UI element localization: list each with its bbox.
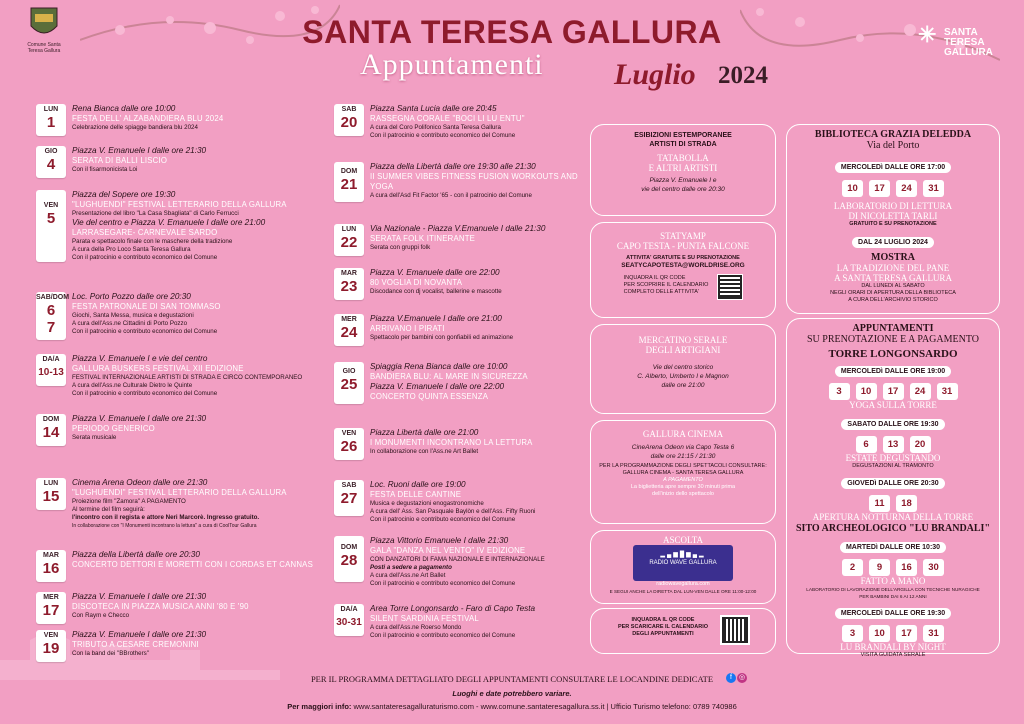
month-label: Luglio <box>614 58 696 91</box>
box-title: TATABOLLA <box>657 153 709 163</box>
badge-num: 25 <box>340 376 358 393</box>
qr-text-2: PER SCOPRIRE IL CALENDARIO <box>623 282 709 288</box>
event-desc-2: Con il patrocinio e contributo economico del Comune <box>370 132 516 139</box>
date-num: 3 <box>829 383 850 400</box>
qr-text: INQUADRA IL QR CODE <box>623 275 686 281</box>
date-badge <box>334 428 364 460</box>
box-title: GALLURA CINEMA <box>642 429 724 439</box>
mostra-note: DAL LUNEDì AL SABATO <box>861 283 925 289</box>
activity-note-2: PER BAMBINI DAI 6 AI 12 ANNI <box>859 594 927 599</box>
event-item <box>334 604 584 640</box>
badge-num: 28 <box>340 552 358 569</box>
activity-note: LABORATORIO DI LAVORAZIONE DELL'ARGILLA CON TECNICHE NURAGICHE <box>806 587 980 592</box>
event-title: 80 VOGLIA DI NOVANTA <box>370 278 463 287</box>
date-num: 31 <box>937 383 958 400</box>
badge-day: DOM <box>340 544 358 551</box>
box-line-2: dalle ore 21:15 / 21:30 <box>650 453 716 460</box>
event-place: Piazza della Libertà dalle ore 19:30 alle 21:30 <box>370 162 536 171</box>
event-desc-4: Con il patrocinio e contributo economico del Comune <box>72 254 218 261</box>
event-desc-3: Con il patrocinio e contributo economico del Comune <box>72 328 218 335</box>
event-desc-4: Con il patrocinio e contributo economico del Comune <box>370 580 516 587</box>
box-ascolta <box>590 530 776 604</box>
badge-num: 22 <box>340 234 358 251</box>
badge-num: 20 <box>340 114 358 131</box>
date-num: 18 <box>896 495 917 512</box>
year-label: 2024 <box>718 62 768 89</box>
logo-text-2: TERESA <box>944 37 985 48</box>
event-item <box>334 536 584 588</box>
event-item <box>334 104 584 140</box>
date-num: 10 <box>856 383 877 400</box>
badge-day: DOM <box>42 416 60 423</box>
box-line: Piazza V. Emanuele I e <box>649 177 717 184</box>
crest-caption: Comune Santa Teresa Gallura <box>27 42 61 54</box>
event-desc-2: A cura dell' Ass. San Pasquale Baylòn e dell'Ass. Fifty Ruoni <box>370 508 536 515</box>
event-desc: A cura dell'Ass.ne Roerso Mondo <box>370 624 462 631</box>
badge-day: SAB <box>341 482 357 489</box>
event-title: FESTA DELL' ALZABANDIERA BLU 2024 <box>72 114 224 123</box>
radio-wave-logo[interactable] <box>633 545 733 581</box>
box-small: PER LA PROGRAMMAZIONE DEGLI SPETTACOLI CONSULTARE: <box>599 463 767 469</box>
logo-text-1: SANTA <box>944 27 978 38</box>
event-desc: CON DANZATORI DI FAMA NAZIONALE E INTERNAZIONALE <box>370 556 545 563</box>
activity-title: ESTATE DEGUSTANDO <box>845 453 941 463</box>
event-item <box>334 428 584 456</box>
box-small-2: GALLURA CINEMA - SANTA TERESA GALLURA <box>622 470 744 476</box>
event-place: Via Nazionale - Piazza V.Emanuele I dalle 21:30 <box>370 224 546 233</box>
date-badge <box>334 314 364 346</box>
event-title: PERIODO GENERICO <box>72 424 155 433</box>
event-desc: A cura del Coro Polifonico Santa Teresa Gallura <box>370 124 501 131</box>
date-num: 17 <box>883 383 904 400</box>
event-title: FESTA DELLE CANTINE <box>370 490 462 499</box>
box-title-2: E ALTRI ARTISTI <box>648 163 718 173</box>
event-title: TRIBUTO A CESARE CREMONINI <box>72 640 199 649</box>
date-num: 11 <box>869 495 890 512</box>
event-place-2: Vie del centro e Piazza V. Emanuele I dalle ore 21:00 <box>72 218 266 227</box>
event-desc-2: Posti a sedere a pagamento <box>370 564 452 571</box>
date-badge <box>36 478 66 510</box>
activity-note: DEGUSTAZIONI AL TRAMONTO <box>852 463 934 469</box>
badge-num: 23 <box>340 278 358 295</box>
date-num: 31 <box>923 625 944 642</box>
date-num: 30 <box>923 559 944 576</box>
date-badge <box>36 146 66 178</box>
event-desc-2: A cura dell'Ass.ne Culturale Dietro le Quinte <box>72 382 193 389</box>
box-title: BIBLIOTECA GRAZIA DELEDDA <box>814 129 972 140</box>
event-desc: Spettacolo per bambini con gonfiabili ed animazione <box>370 334 514 341</box>
badge-day: LUN <box>43 106 59 113</box>
date-num: 17 <box>896 625 917 642</box>
badge-num: 1 <box>46 114 56 131</box>
event-desc: Giochi, Santa Messa, musica e degustazioni <box>72 312 194 319</box>
site-title: SITO ARCHEOLOGICO "LU BRANDALI" <box>795 523 990 534</box>
badge-num: 26 <box>340 438 358 455</box>
badge-day: VEN <box>341 430 357 437</box>
activity-title: FATTO A MANO <box>860 576 926 586</box>
box-heading: APPUNTAMENTI <box>852 323 934 334</box>
event-desc-2: Parata e spettacolo finale con le maschere della tradizione <box>72 238 233 245</box>
box-mercatino <box>590 324 776 414</box>
date-badge <box>334 104 364 136</box>
event-title: BANDIERA BLU: AL MARE IN SICUREZZA <box>370 372 528 381</box>
radio-url[interactable]: radiowavegallura.com <box>656 581 710 587</box>
event-item <box>36 146 326 174</box>
date-badge <box>334 362 364 404</box>
badge-num: 14 <box>42 424 60 441</box>
event-desc: Con Raym e Checco <box>72 612 130 619</box>
date-badge <box>334 268 364 300</box>
box-title-2: CAPO TESTA - PUNTA FALCONE <box>616 241 750 251</box>
mostra-note-2: NEGLI ORARI DI APERTURA DELLA BIBLIOTECA <box>830 290 956 296</box>
badge-num: 10-13 <box>38 367 64 378</box>
badge-day: GIO <box>342 368 356 375</box>
event-place: Piazza V. Emanuele I dalle ore 21:30 <box>72 146 207 155</box>
event-item <box>36 550 326 577</box>
badge-num: 4 <box>46 156 56 173</box>
date-num: 17 <box>869 180 890 197</box>
site-title: TORRE LONGONSARDO <box>828 348 958 360</box>
radio-wave-icon: ▂▄▆█▆▄▂ <box>660 552 706 558</box>
event-place: Piazza V.Emanuele I dalle ore 21:00 <box>370 314 502 323</box>
date-badge <box>36 104 66 136</box>
instagram-icon[interactable]: ◎ <box>738 674 746 681</box>
date-num: 24 <box>910 383 931 400</box>
event-place: Piazza della Libertà dalle ore 20:30 <box>72 550 200 559</box>
event-item <box>334 268 584 296</box>
box-small-5: dell'inizio dello spettacolo <box>652 491 714 497</box>
event-desc: Serata musicale <box>72 434 117 441</box>
date-badge <box>36 630 66 662</box>
schedule-pill: DAL 24 LUGLIO 2024 <box>852 237 934 248</box>
event-desc: Musica e degustazioni enogastronomiche <box>370 500 484 507</box>
event-title: "LUGHUENDI" FESTIVAL LETTERARIO DELLA GALLURA <box>72 488 287 497</box>
event-desc: Con il fisarmonicista Loi <box>72 166 138 173</box>
box-heading-2: SU PRENOTAZIONE E A PAGAMENTO <box>807 334 979 345</box>
event-place: Loc. Porto Pozzo dalle ore 20:30 <box>72 292 191 301</box>
event-desc-4: In collaborazione con "I Monumenti incontrano la lettura" a cura di CoolTour Gallura <box>72 523 257 529</box>
badge-num: 15 <box>42 488 60 505</box>
event-item <box>36 478 326 530</box>
event-desc-2: Con il patrocinio e contributo economico del Comune <box>370 632 516 639</box>
event-title: "LUGHUENDI" FESTIVAL LETTERARIO DELLA GALLURA <box>72 200 287 209</box>
radio-name: RADIO WAVE GALLURA <box>649 560 717 566</box>
badge-day: DOM <box>340 168 358 175</box>
badge-day: LUN <box>341 226 357 233</box>
event-place: Spiaggia Rena Bianca dalle ore 10:00 <box>370 362 508 371</box>
schedule-pill: MERCOLEDì DALLE ORE 19:00 <box>835 366 951 377</box>
event-desc-3: A cura dell'Ass.ne Art Ballet <box>370 572 446 579</box>
event-desc: Celebrazione delle spiagge bandiera blu 2024 <box>72 124 198 131</box>
box-small: E SEGUI ANCHE LA DIRETTA DAL LUN-VEN DALLE ORE 11:00-12:00 <box>609 589 757 594</box>
footer-disclaimer: Luoghi e date potrebbero variare. <box>452 689 572 698</box>
date-num: 9 <box>869 559 890 576</box>
box-biblioteca <box>786 124 1000 314</box>
badge-day: LUN <box>43 480 59 487</box>
event-place: Piazza Santa Lucia dalle ore 20:45 <box>370 104 497 113</box>
date-badge <box>36 414 66 446</box>
date-badge <box>334 604 364 636</box>
badge-day: GIO <box>44 148 58 155</box>
event-title: GALA "DANZA NEL VENTO" IV EDIZIONE <box>370 546 526 555</box>
logo-text-3: GALLURA <box>944 47 993 58</box>
event-item <box>36 592 326 620</box>
event-place: Piazza V. Emanuele dalle ore 22:00 <box>370 268 500 277</box>
box-staty-amp <box>590 222 776 318</box>
event-item <box>36 354 326 398</box>
date-num: 2 <box>842 559 863 576</box>
event-item <box>334 162 584 200</box>
schedule-pill: MERCOLEDì DALLE ORE 19:30 <box>835 608 951 619</box>
event-desc-3: Con il patrocinio e contributo economico del Comune <box>72 390 218 397</box>
box-title-2: DEGLI ARTIGIANI <box>645 345 721 355</box>
facebook-icon[interactable]: f <box>726 673 736 683</box>
footer-notice: PER IL PROGRAMMA DETTAGLIATO DEGLI APPUNTAMENTI CONSULTARE LE LOCANDINE DEDICATE <box>310 674 714 684</box>
badge-num: 30-31 <box>336 617 362 628</box>
lab-title-2: DI NICOLETTA TARLI <box>848 211 938 221</box>
box-line: CineArena Odeon via Capo Testa 6 <box>631 444 735 451</box>
event-place: Cinema Arena Odeon dalle ore 21:30 <box>72 478 208 487</box>
date-badge <box>334 224 364 256</box>
event-place: Piazza del Sopere ore 19:30 <box>72 190 176 199</box>
event-desc: In collaborazione con l'Ass.ne Art Ballet <box>370 448 479 455</box>
date-badge <box>36 354 66 386</box>
activity-title: YOGA SULLA TORRE <box>849 400 937 410</box>
qr-text: INQUADRA IL QR CODE <box>631 617 695 623</box>
event-place: Piazza V. Emanuele I dalle ore 21:30 <box>72 630 207 639</box>
event-place: Rena Bianca dalle ore 10:00 <box>72 104 176 113</box>
event-title: ARRIVANO I PIRATI <box>370 324 445 333</box>
badge-day: DA/A <box>340 606 358 613</box>
event-desc-3: A cura della Pro Loco Santa Teresa Gallura <box>72 246 191 253</box>
date-num: 3 <box>842 625 863 642</box>
box-line-2: C. Alberto, Umberto I e Magnon <box>637 373 729 380</box>
info-label: Per maggiori info: <box>287 702 352 711</box>
badge-num: 19 <box>42 640 60 657</box>
badge-day: VEN <box>43 202 59 209</box>
event-desc-3: l'incontro con il regista e attore Neri Marcorè. Ingresso gratuito. <box>72 514 260 521</box>
badge-day: DA/A <box>42 356 60 363</box>
date-num: 13 <box>883 436 904 453</box>
event-title-2: CONCERTO QUINTA ESSENZA <box>370 392 489 401</box>
event-desc-2: Al termine del film seguirà: <box>72 506 145 513</box>
event-desc: Discodance con dj vocalist, ballerine e mascotte <box>370 288 502 295</box>
box-heading-2: ARTISTI DI STRADA <box>649 141 717 148</box>
event-desc: Presentazione del libro "La Casa Sbagliata" di Carlo Ferrucci <box>72 210 239 217</box>
lab-title: LABORATORIO DI LETTURA <box>833 201 953 211</box>
date-badge <box>36 190 66 262</box>
schedule-pill: SABATO DALLE ORE 19:30 <box>841 419 944 430</box>
event-item <box>36 190 326 262</box>
event-title: SERATA DI BALLI LISCIO <box>72 156 168 165</box>
event-item <box>36 104 326 132</box>
event-title: SERATA FOLK ITINERANTE <box>370 234 476 243</box>
box-line: ATTIVITA' GRATUITE E SU PRENOTAZIONE <box>626 255 740 261</box>
schedule-pill: MERCOLEDì DALLE ORE 17:00 <box>835 162 951 173</box>
qr-text-3: DEGLI APPUNTAMENTI <box>632 631 694 637</box>
badge-day: MAR <box>341 270 357 277</box>
date-num: 31 <box>923 180 944 197</box>
event-item <box>334 224 584 252</box>
event-title-2: LARRASEGARE- CARNEVALE SARDO <box>72 228 218 237</box>
event-desc: Con la band dei "BBrothers" <box>72 650 149 657</box>
box-line-2: vie del centro dalle ore 20:30 <box>641 186 725 193</box>
box-small-3: A PAGAMENTO <box>663 477 703 483</box>
box-heading: ESIBIZIONI ESTEMPORANEE <box>634 132 732 139</box>
box-title: MERCATINO SERALE <box>638 335 728 345</box>
event-place: Piazza V. Emanuele I dalle ore 21:30 <box>72 592 207 601</box>
event-title: SILENT SARDINIA FESTIVAL <box>370 614 479 623</box>
activity-title: APERTURA NOTTURNA DELLA TORRE <box>812 512 974 522</box>
badge-day: SAB <box>341 106 357 113</box>
social-links <box>726 672 748 683</box>
badge-num: 24 <box>340 324 358 341</box>
date-num: 24 <box>896 180 917 197</box>
box-email: SEATYCAPOTESTA@WORLDRISE.ORG <box>621 262 745 269</box>
info-text[interactable]: www.santateresagalluraturismo.com - www.comune.santateresagallura.ss.it | Ufficio Turismo telefono: 0789 740986 <box>353 702 737 711</box>
event-desc: FESTIVAL INTERNAZIONALE ARTISTI DI STRADA E CIRCO CONTEMPORANEO <box>72 374 303 381</box>
event-title: FESTA PATRONALE DI SAN TOMMASO <box>72 302 221 311</box>
box-address: Via del Porto <box>866 140 920 151</box>
page-title: SANTA TERESA GALLURA <box>302 14 722 50</box>
badge-day: MER <box>43 594 59 601</box>
badge-num: 17 <box>42 602 60 619</box>
mostra-title: LA TRADIZIONE DEL PANE <box>836 263 950 273</box>
box-artisti-strada <box>590 124 776 216</box>
date-num: 6 <box>856 436 877 453</box>
date-badge <box>36 550 66 582</box>
schedule-pill: GIOVEDì DALLE ORE 20:30 <box>841 478 944 489</box>
event-place: Piazza V. Emanuele I e vie del centro <box>72 354 208 363</box>
date-badge <box>36 592 66 624</box>
date-badge <box>334 536 364 582</box>
mostra-title-2: A SANTA TERESA GALLURA <box>834 273 952 283</box>
box-title: STATYAMP <box>660 231 706 241</box>
event-title: CONCERTO DETTORI E MORETTI CON I CORDAS ET CANNAS <box>72 560 313 569</box>
event-desc: Serata con gruppi folk <box>370 244 431 251</box>
date-badge <box>334 480 364 516</box>
date-badge <box>334 162 364 202</box>
mostra-note-3: A CURA DELL'ARCHIVIO STORICO <box>848 297 938 303</box>
badge-num: 27 <box>340 490 358 507</box>
event-desc: Proiezione film "Zamora" A PAGAMENTO <box>72 498 186 505</box>
badge-num-2: 7 <box>46 319 56 336</box>
event-title: DISCOTECA IN PIAZZA MUSICA ANNI '80 E '90 <box>72 602 249 611</box>
badge-day: MAR <box>43 552 59 559</box>
event-item <box>334 362 584 402</box>
event-place: Piazza V. Emanuele I dalle ore 21:30 <box>72 414 207 423</box>
badge-day: MER <box>341 316 357 323</box>
event-title: II SUMMER VIBES FITNESS FUSION WORKOUTS AND YOGA <box>370 172 578 191</box>
badge-num: 16 <box>42 560 60 577</box>
event-item <box>36 630 326 658</box>
activity-title: LU BRANDALI BY NIGHT <box>840 642 946 652</box>
page-subtitle: Appuntamenti <box>360 48 544 81</box>
event-title: RASSEGNA CORALE "BOCI LI LU ENTU" <box>370 114 525 123</box>
qr-code-icon[interactable] <box>722 617 748 643</box>
box-title: ASCOLTA <box>663 535 703 545</box>
date-num: 10 <box>842 180 863 197</box>
event-place: Area Torre Longonsardo - Faro di Capo Testa <box>370 604 536 613</box>
event-title: GALLURA BUSKERS FESTIVAL XII EDIZIONE <box>72 364 244 373</box>
badge-num: 21 <box>340 176 358 193</box>
box-small-4: La biglietteria apre sempre 30 minuti prima <box>630 484 736 490</box>
event-item <box>334 314 584 342</box>
event-place-2: Piazza V. Emanuele I dalle ore 22:00 <box>370 382 505 391</box>
date-num: 16 <box>896 559 917 576</box>
box-cinema <box>590 420 776 524</box>
geometric-logo-icon: ✳ <box>918 22 937 47</box>
event-item <box>36 292 326 336</box>
badge-day: VEN <box>43 632 59 639</box>
badge-num: 6 <box>46 302 56 319</box>
event-desc-3: Con il patrocinio e contributo economico del Comune <box>370 516 516 523</box>
footer-info <box>0 702 1024 711</box>
activity-note: VISITA GUIDATA SERALE <box>860 652 926 658</box>
box-line-3: dalle ore 21:00 <box>661 382 705 389</box>
event-place: Piazza Libertà dalle ore 21:00 <box>370 428 479 437</box>
box-torre <box>786 318 1000 658</box>
qr-text-2: PER SCARICARE IL CALENDARIO <box>617 624 709 630</box>
date-num: 20 <box>910 436 931 453</box>
date-num: 10 <box>869 625 890 642</box>
mostra-label: MOSTRA <box>871 252 915 263</box>
event-item <box>334 480 584 524</box>
event-place: Loc. Ruoni dalle ore 19:00 <box>370 480 466 489</box>
box-qr-calendario <box>590 608 776 654</box>
lab-note: GRATUITO E SU PRENOTAZIONE <box>849 221 937 227</box>
schedule-pill: MARTEDì DALLE ORE 10:30 <box>840 542 946 553</box>
qr-text-3: COMPLETO DELLE ATTIVITA' <box>623 289 699 295</box>
event-title: I MONUMENTI INCONTRANO LA LETTURA <box>370 438 533 447</box>
date-badge <box>36 292 70 340</box>
badge-num: 5 <box>46 210 56 227</box>
event-desc: A cura dell'Asd Fit Factor '65 - con il patrocinio del Comune <box>370 192 532 199</box>
event-item <box>36 414 326 442</box>
event-place: Piazza Vittorio Emanuele I dalle 21:30 <box>370 536 509 545</box>
event-desc-2: A cura dell'Ass.ne Cittadini di Porto Pozzo <box>72 320 188 327</box>
box-line: Vie del centro storico <box>652 364 714 371</box>
qr-code-icon[interactable] <box>718 275 742 299</box>
badge-day: SAB/DOM <box>36 294 70 301</box>
